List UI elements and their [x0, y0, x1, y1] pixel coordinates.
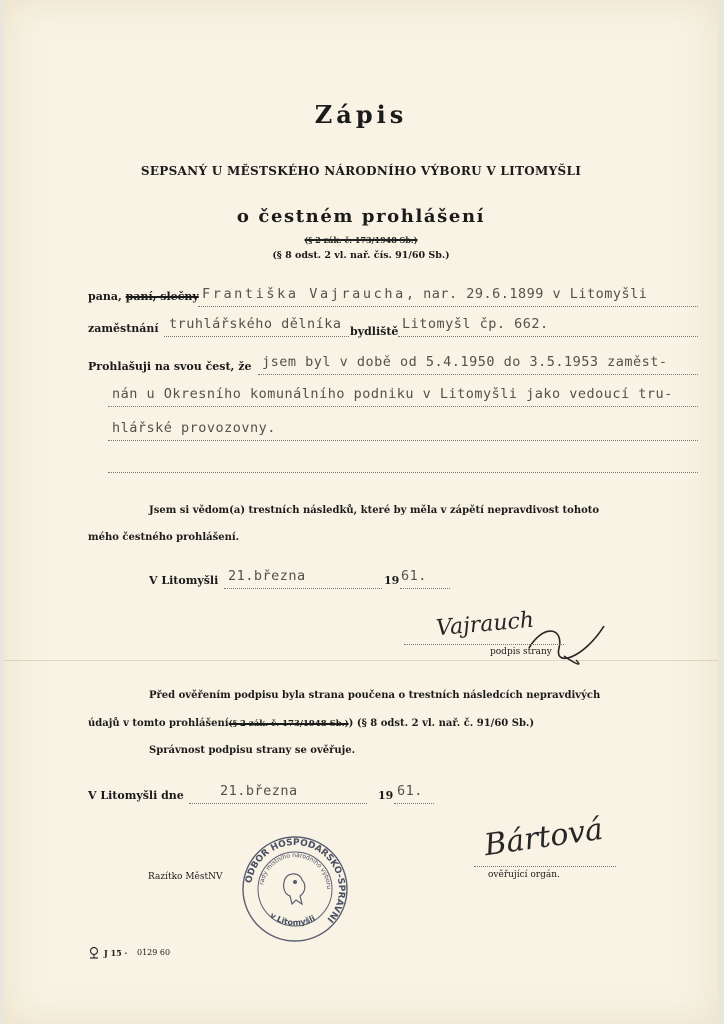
dotted-line: [108, 472, 698, 473]
document-heading: o čestném prohlášení: [236, 206, 486, 227]
declaration-line-1: jsem byl v době od 5.4.1950 do 3.5.1953 zaměst-: [262, 354, 668, 370]
date2-place: V Litomyšli dne: [88, 789, 184, 802]
year2-suffix: 61.: [397, 783, 423, 799]
verification-line-2-end: ) (§ 8 odst. 2 vl. nař. č. 91/60 Sb.): [348, 718, 535, 729]
dotted-line: [198, 306, 698, 307]
footer-code: J 15 ·: [104, 948, 128, 958]
typed-name-row: [202, 286, 647, 302]
document-page: [4, 0, 718, 1024]
dotted-line: [108, 406, 698, 407]
document-subtitle: SEPSANÝ U MĚSTSKÉHO NÁRODNÍHO VÝBORU V LITOMYŠLI: [140, 164, 582, 178]
svg-text:rady místního národního výboru: rady místního národního výboru: [258, 851, 333, 890]
dotted-line: [164, 336, 349, 337]
party-signature: [435, 608, 535, 641]
declaration-label: Prohlašuji na svou čest, že: [88, 360, 252, 373]
struck-prefix: paní, slečny: [125, 290, 199, 303]
date2-value: 21.března: [220, 783, 298, 799]
svg-text:ODBOR HOSPODÁŘSKO-SPRÁVNÍ: ODBOR HOSPODÁŘSKO-SPRÁVNÍ: [244, 837, 347, 925]
printer-mark-icon: [88, 946, 100, 960]
person-prefix-row: [88, 290, 199, 303]
dotted-line: [224, 588, 382, 589]
official-stamp: [240, 834, 350, 944]
signature-label: podpis strany: [490, 647, 552, 657]
awareness-line-1: Jsem si vědom(a) trestních následků, které by měla v zápětí nepravdivost tohoto: [149, 505, 600, 516]
date-value: 21.března: [228, 568, 306, 584]
footer-number: 0129 60: [137, 948, 171, 957]
declaration-line-3: hlářské provozovny.: [112, 420, 276, 436]
verification-line-2-start: údajů v tomto prohlášení: [88, 718, 229, 729]
residence-value: Litomyšl čp. 662.: [402, 316, 549, 332]
employment-value: truhlářského dělníka: [169, 316, 342, 332]
law-reference: (§ 8 odst. 2 vl. nař. čís. 91/60 Sb.): [272, 250, 450, 261]
verification-struck-law: (§ 2 zák. č. 173/1948 Sb.): [228, 719, 349, 729]
year2-prefix: 19: [378, 789, 394, 802]
date-place: V Litomyšli: [149, 574, 219, 587]
signature-line: [404, 644, 564, 645]
verification-line-2: [88, 718, 534, 729]
person-born: , nar. 29.6.1899 v Litomyšli: [405, 286, 648, 302]
dotted-line: [400, 588, 450, 589]
verification-line-1: Před ověřením podpisu byla strana poučena o trestních následcích nepravdivých: [149, 690, 601, 701]
verification-line-3: Správnost podpisu strany se ověřuje.: [149, 745, 356, 756]
signature-flourish: [524, 618, 614, 668]
declaration-line-2: nán u Okresního komunálního podniku v Litomyšli jako vedoucí tru-: [112, 386, 673, 402]
awareness-line-2: mého čestného prohlášení.: [88, 532, 240, 543]
dotted-line: [394, 803, 434, 804]
stamp-label: Razítko MěstNV: [148, 872, 223, 882]
svg-text:v Litomyšli: v Litomyšli: [268, 910, 317, 928]
person-name: Františka Vajraucha: [202, 286, 406, 302]
residence-label: bydliště: [350, 325, 399, 338]
employment-label: zaměstnání: [88, 322, 159, 335]
dotted-line: [189, 803, 367, 804]
struck-law-reference: (§ 2 zák. č. 173/1948 Sb.): [304, 235, 418, 245]
officer-signature: Bártová: [482, 811, 606, 864]
dotted-line: [258, 374, 698, 375]
officer-signature-line: [474, 866, 616, 867]
document-title: Zápis: [314, 100, 408, 129]
officer-label: ověřující orgán.: [488, 870, 560, 880]
year-suffix: 61.: [401, 568, 427, 584]
party-signature-text: Vajrauch: [435, 607, 536, 642]
dotted-line: [398, 336, 698, 337]
dotted-line: [108, 440, 698, 441]
year-prefix: 19: [384, 574, 400, 587]
prefix-label: pana,: [88, 290, 122, 303]
